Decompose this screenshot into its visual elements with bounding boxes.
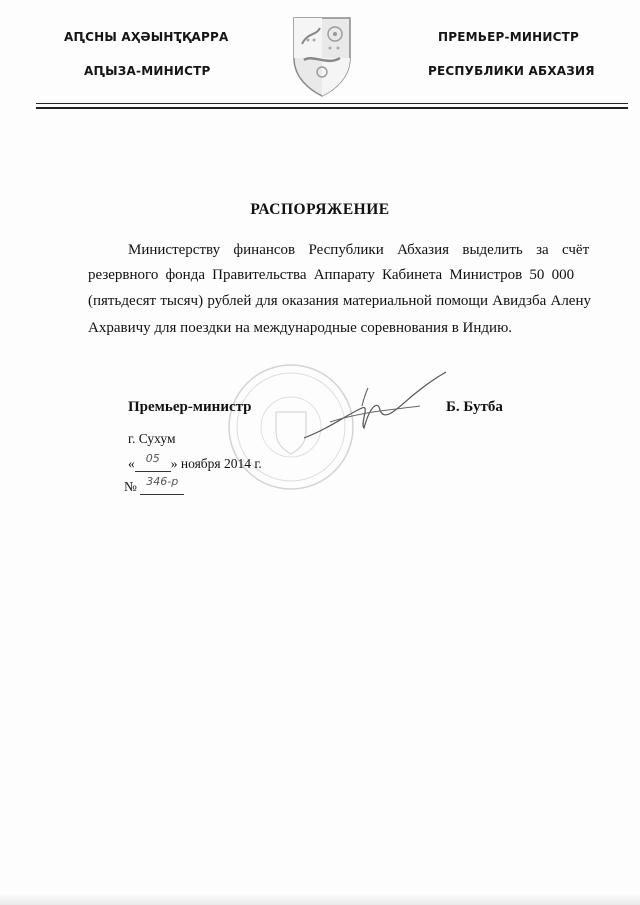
body-line-2: резервного фонда Правительства Аппарату Кабинета Министров 50 000 bbox=[88, 267, 575, 283]
issue-date bbox=[128, 452, 262, 472]
issue-city: г. Сухум bbox=[128, 431, 176, 446]
signatory-position: Премьер-министр bbox=[128, 399, 252, 415]
header-left-line2: АԤЫЗА-МИНИСТР bbox=[84, 64, 211, 78]
handwritten-signature bbox=[300, 366, 450, 452]
document-title: РАСПОРЯЖЕНИЕ bbox=[250, 201, 390, 218]
coat-of-arms-emblem bbox=[290, 14, 354, 98]
number-label: № bbox=[124, 479, 137, 494]
body-line-3: (пятьдесят тысяч) рублей для оказания материальной помощи Авидзба Алену bbox=[88, 293, 591, 309]
header-divider-thin bbox=[36, 103, 628, 104]
body-line-1: Министерству финансов Республики Абхазия выделить за счёт bbox=[128, 242, 590, 258]
header-right-line2: РЕСПУБЛИКИ АБХАЗИЯ bbox=[428, 64, 595, 78]
number-handwritten: 346-р bbox=[146, 475, 179, 488]
header-divider-thick bbox=[36, 107, 628, 109]
date-day-handwritten: 05 bbox=[145, 452, 160, 465]
header-left-line1: АԤСНЫ АҲӘЫНҬҚАРРА bbox=[64, 30, 229, 44]
scan-bottom-edge bbox=[0, 893, 640, 905]
date-day-field bbox=[135, 452, 171, 472]
number-field bbox=[140, 475, 184, 495]
signatory-name: Б. Бутба bbox=[446, 399, 503, 415]
body-line-4: Ахравичу для поездки на международные соревнования в Индию. bbox=[88, 320, 513, 336]
header-right-line1: ПРЕМЬЕР-МИНИСТР bbox=[438, 30, 579, 44]
date-rest: » ноября 2014 г. bbox=[170, 456, 262, 471]
date-open-quote: « bbox=[128, 456, 135, 471]
document-number bbox=[124, 475, 184, 495]
